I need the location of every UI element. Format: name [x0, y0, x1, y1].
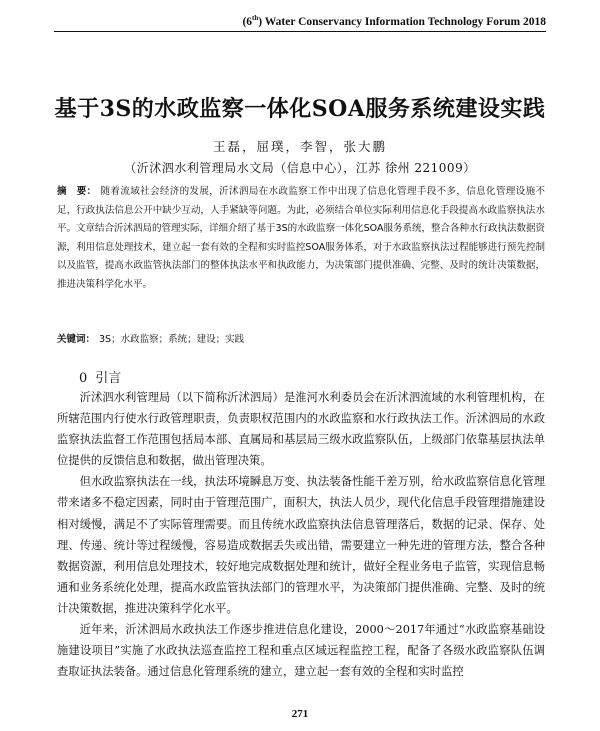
paper-title: 基于3S的水政监察一体化SOA服务系统建设实践: [54, 96, 546, 122]
section-number: 0: [79, 371, 88, 386]
paragraph-1: 沂沭泗水利管理局（以下简称沂沭泗局）是淮河水利委员会在沂沭泗流域的水利管理机构，在所辖范围内行使水行政管理职责，负责职权范围内的水政监察和水行政执法工作。沂沭泗局的水政监察执法监督工作范围包括局本部、直属局和基层局三级水政监察队伍，上级部门依靠基层执法单位提供的反馈信息和数据，做出管理决策。: [57, 391, 545, 468]
header-rule: [54, 31, 546, 32]
keywords-label: 关键词：: [57, 334, 96, 345]
header-prefix: (6: [242, 15, 253, 28]
section-heading: [79, 367, 121, 386]
paragraph-2: 但水政监察执法在一线，执法环境瞬息万变、执法装备性能千差万别，给水政监察信息化管理带来诸多不稳定因素，同时由于管理范围广，面积大，执法人员少，现代化信息手段管理措施建设相对缓慢，满足不了实际管理需要。而且传统水政监察执法信息管理落后，数据的记录、保存、处理、传递、统计等过程缓慢，容易造成数据丢失或出错，需要建立一种先进的管理方法，整合各种数据资源，利用信息处理技术，较好地完成数据处理和统计，做好全程业务电子监管，实现信息畅通和业务系统化处理，提高水政监管执法部门的管理水平，为决策部门提供准确、完整、及时的统计决策数据，推进决策科学化水平。: [57, 475, 545, 615]
running-header: [242, 14, 546, 28]
affiliation: （沂沭泗水利管理局水文局（信息中心），江苏 徐州 221009）: [124, 161, 476, 175]
abstract-label: 摘 要：: [57, 186, 97, 197]
header-rest: ) Water Conservancy Information Technology Forum 2018: [258, 15, 546, 28]
keywords: [57, 331, 545, 345]
header-superscript: th: [252, 14, 259, 22]
page-number: 271: [291, 708, 309, 720]
paragraph-3: 近年来，沂沭泗局水政执法工作逐步推进信息化建设，2000～2017年通过“水政监察基础设施建设项目”实施了水政执法巡查监控工程和重点区域远程监控工程，配备了各级水政监察队伍调查取证执法装备。通过信息化管理系统的建立，建立起一套有效的全程和实时监控: [57, 623, 545, 679]
section-title: 引言: [95, 371, 122, 386]
body-text: [57, 387, 545, 682]
abstract-text: 随着流域社会经济的发展，沂沭泗局在水政监察工作中出现了信息化管理手段不多，信息化管理设施不足，行政执法信息公开中缺少互动，人手紧缺等问题。为此，必须结合单位实际利用信息化手段提高水政监察执法水平。文章结合沂沭泗局的管理实际，详细介绍了基于3S的水政监察一体化SOA服务系统，整合各种水行政执法数据资源，利用信息处理技术，建立起一套有效的全程和实时监控SOA服务体系，对于水政监察执法过程能够进行预先控制以及监管，提高水政监管执法部门的整体执法水平和执政能力，为决策部门提供准确、完整、及时的统计决策数据，推进决策科学化水平。: [57, 186, 545, 290]
keywords-text: 3S；水政监察；系统；建设；实践: [99, 334, 245, 345]
authors: 王磊，屈璞，李智，张大鹏: [212, 139, 387, 154]
abstract: [57, 183, 545, 295]
